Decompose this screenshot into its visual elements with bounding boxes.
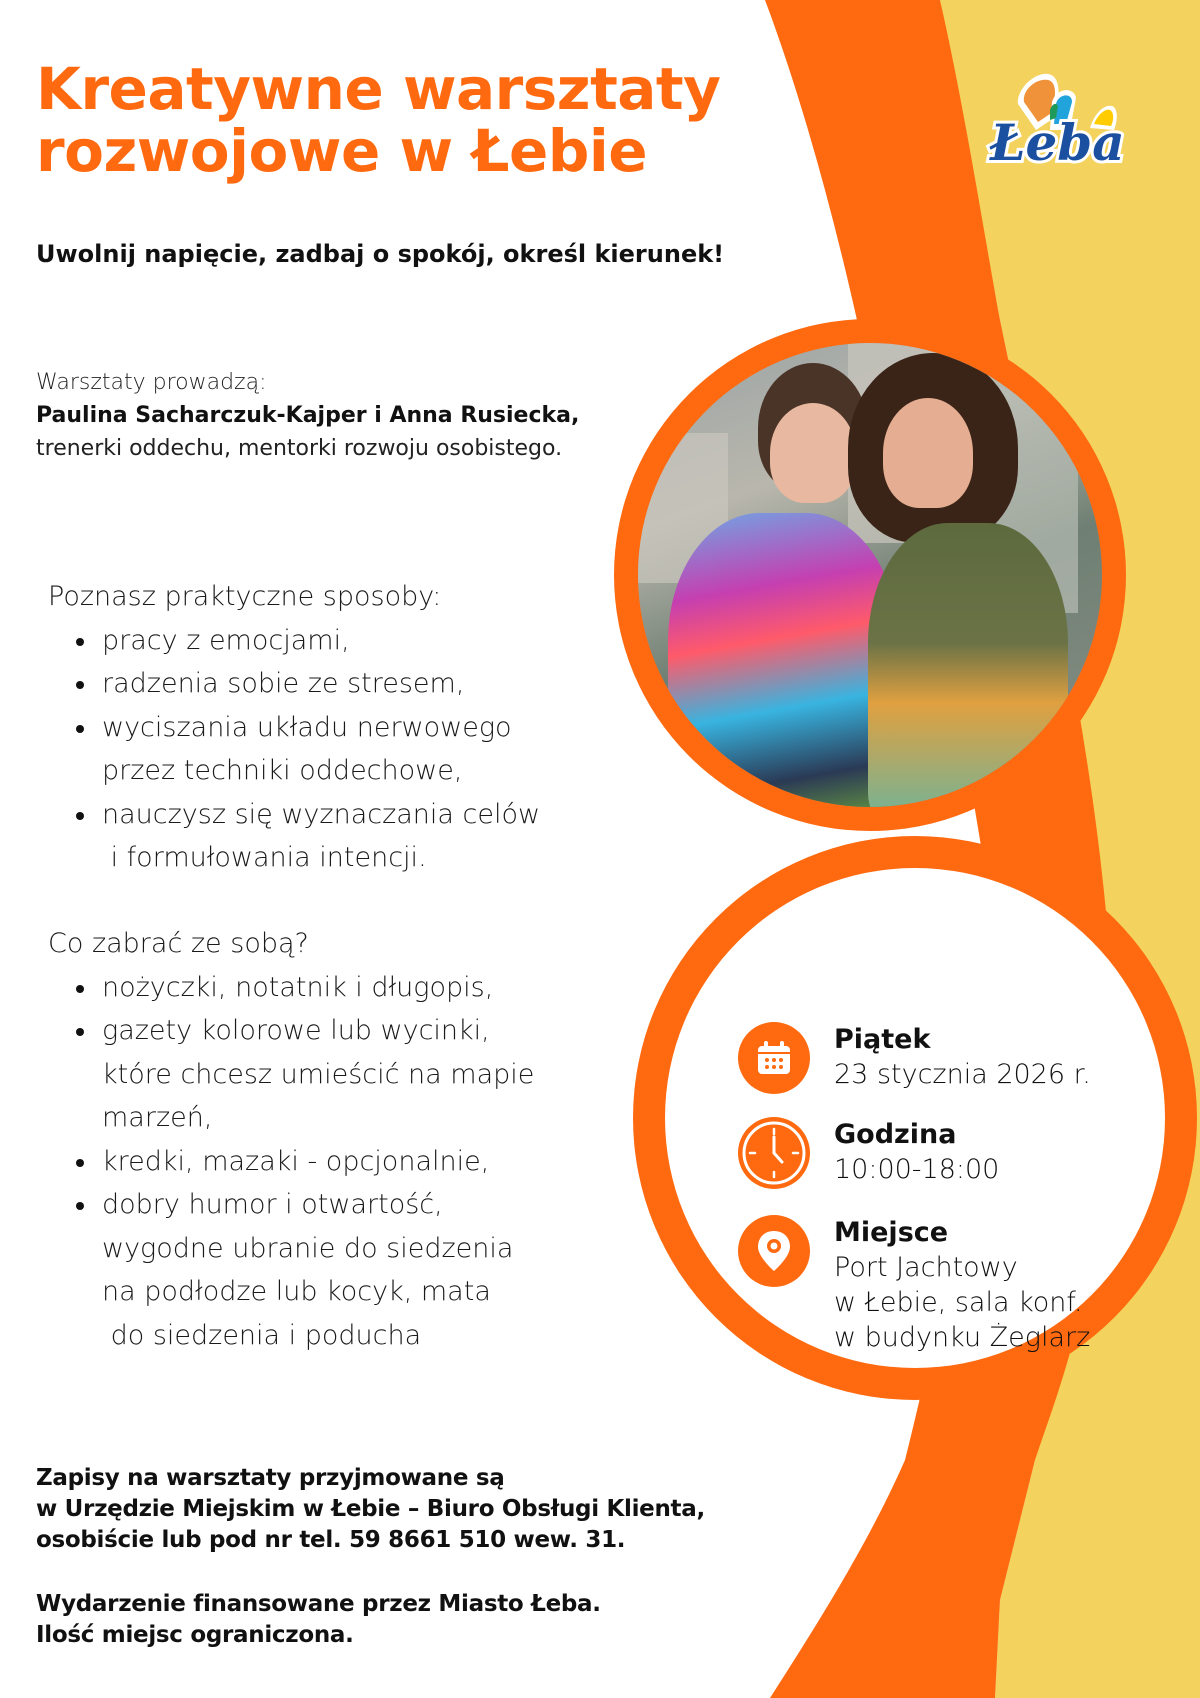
place-label: Miejsce [834, 1217, 949, 1248]
list-item [102, 966, 534, 1010]
page-title [36, 55, 796, 185]
list-item-text: dobry humor i otwartość, [102, 1189, 443, 1220]
time-value: 10:00-18:00 [834, 1154, 1000, 1185]
bring-list [48, 966, 534, 1358]
list-item-text: nożyczki, notatnik i długopis, [102, 971, 494, 1003]
list-item-text: które chcesz umieścić na mapie [102, 1058, 535, 1090]
funding-info [36, 1589, 705, 1651]
detail-time [738, 1117, 999, 1189]
registration-line: osobiście lub pod nr tel. 59 8661 510 wew. 31. [36, 1527, 626, 1553]
list-item-text: pracy z emocjami, [102, 624, 350, 656]
registration-line: Zapisy na warsztaty przyjmowane są [36, 1465, 505, 1491]
hosts-role: trenerki oddechu, mentorki rozwoju osobistego. [36, 436, 563, 461]
place-line: Port Jachtowy [834, 1252, 1018, 1283]
detail-date [738, 1022, 1091, 1094]
date-value: 23 stycznia 2026 r. [834, 1059, 1091, 1090]
list-item-text: przez techniki oddechowe, [102, 755, 463, 786]
calendar-icon [738, 1022, 810, 1094]
tagline: Uwolnij napięcie, zadbaj o spokój, określ kierunek! [36, 240, 725, 268]
list-item-text: radzenia sobie ze stresem, [102, 668, 465, 699]
leba-logo [978, 60, 1178, 180]
list-item [102, 662, 540, 706]
list-item-text: nauczysz się wyznaczania celów [102, 798, 541, 830]
learn-section [48, 575, 540, 880]
list-item-text: gazety kolorowe lub wycinki, [102, 1015, 490, 1046]
clock-icon [738, 1117, 810, 1189]
registration-info [36, 1463, 705, 1556]
list-item-text: wygodne ubranie do siedzenia [102, 1232, 514, 1264]
learn-heading: Poznasz praktyczne sposoby: [48, 581, 442, 612]
list-item-text: marzeń, [102, 1102, 213, 1133]
bring-section [48, 922, 534, 1357]
list-item [102, 1009, 534, 1140]
place-line: w Łebie, sala konf. [834, 1287, 1083, 1318]
list-item [102, 793, 540, 880]
list-item [102, 1183, 534, 1357]
place-line: w budynku Żeglarz [834, 1322, 1091, 1353]
list-item-text: na podłodze lub kocyk, mata [102, 1276, 491, 1307]
hosts-names: Paulina Sacharczuk-Kajper i Anna Rusiecka, [36, 403, 580, 428]
hosts-photo [638, 343, 1102, 807]
funding-line: Wydarzenie finansowane przez Miasto Łeba. [36, 1591, 601, 1617]
hosts-block [36, 366, 579, 465]
list-item [102, 706, 540, 793]
date-label: Piątek [834, 1024, 931, 1055]
title-line-2: rozwojowe w Łebie [36, 117, 648, 185]
bring-heading: Co zabrać ze sobą? [48, 928, 309, 959]
hosts-intro: Warsztaty prowadzą: [36, 370, 267, 395]
title-line-1: Kreatywne warsztaty [36, 55, 721, 123]
footer [36, 1463, 705, 1651]
list-item [102, 1140, 534, 1184]
logo-text: Łeba [990, 113, 1125, 172]
location-pin-icon [738, 1215, 810, 1287]
list-item-text: kredki, mazaki - opcjonalnie, [102, 1145, 490, 1177]
learn-list [48, 619, 540, 880]
list-item-text: do siedzenia i poducha [102, 1319, 422, 1351]
funding-line: Ilość miejsc ograniczona. [36, 1622, 354, 1648]
list-item-text: wyciszania układu nerwowego [102, 711, 512, 743]
detail-place [738, 1215, 1090, 1355]
registration-line: w Urzędzie Miejskim w Łebie – Biuro Obsługi Klienta, [36, 1496, 705, 1522]
time-label: Godzina [834, 1119, 957, 1150]
list-item [102, 619, 540, 663]
list-item-text: i formułowania intencji. [102, 842, 427, 873]
